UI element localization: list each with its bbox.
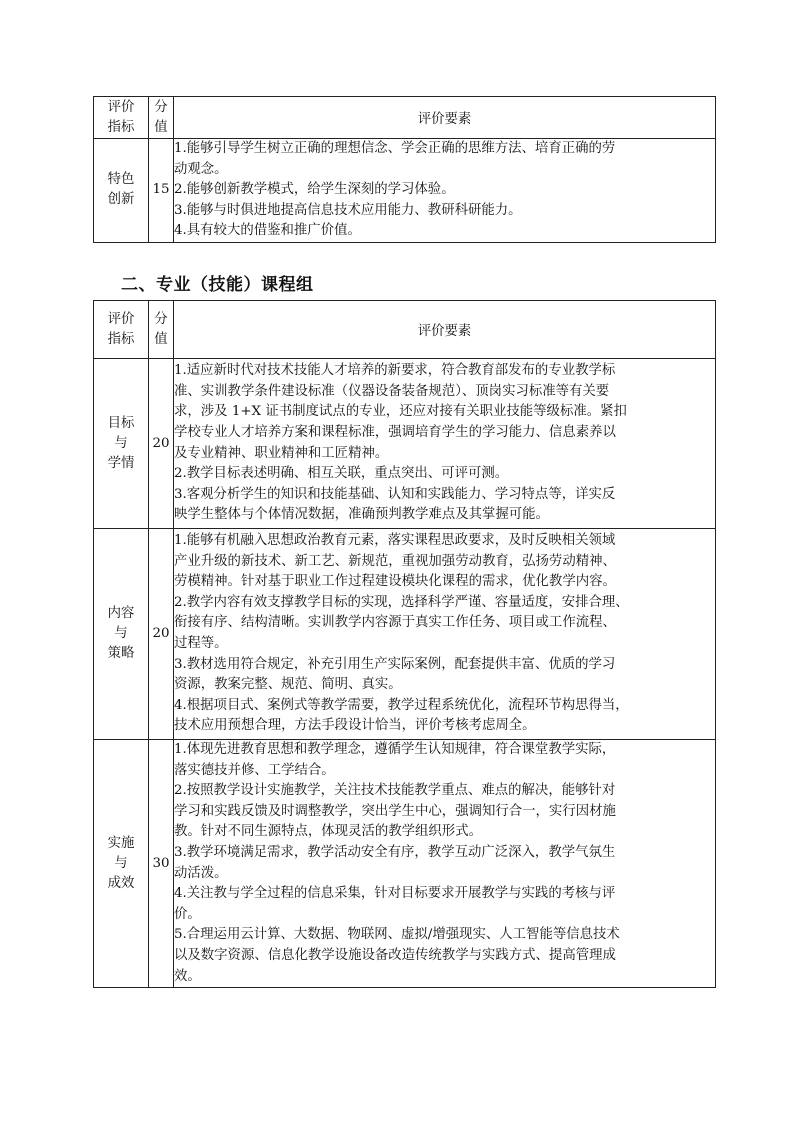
table-row bbox=[94, 529, 716, 740]
indicator-cell: 特色 创新 bbox=[94, 139, 149, 243]
evaluation-table-top bbox=[93, 96, 716, 243]
table-header-row bbox=[94, 301, 716, 359]
criteria-cell: 1.适应新时代对技术技能人才培养的新要求，符合教育部发布的专业教学标 准、实训教学条件建设标准（仪器设备装备规范）、顶岗实习标准等有关要 求，涉及 1+X 证书制度试点的专业，还应对接有关职业技能等级标准。紧扣 学校专业人才培养方案和课程标准，强调培育学生的学习能力、信息素养以 及专业精神、职业精神和工匠精神。 2.教学目标表述明确、相互关联，重点突出、可评可测。 3.客观分析学生的知识和技能基础、认知和实践能力、学习特点等，详实反 映学生整体与个体情况数据，准确预判教学难点及其掌握可能。 bbox=[174, 359, 716, 529]
score-cell: 15 bbox=[149, 139, 174, 243]
header-indicator: 评价 指标 bbox=[94, 97, 149, 139]
table-header-row bbox=[94, 97, 716, 139]
header-criteria: 评价要素 bbox=[174, 97, 716, 139]
score-cell: 20 bbox=[149, 359, 174, 529]
indicator-cell: 实施 与 成效 bbox=[94, 740, 149, 988]
indicator-cell: 目标 与 学情 bbox=[94, 359, 149, 529]
header-criteria: 评价要素 bbox=[174, 301, 716, 359]
table-row bbox=[94, 359, 716, 529]
indicator-cell: 内容 与 策略 bbox=[94, 529, 149, 740]
section-title: 二、专业（技能）课程组 bbox=[121, 275, 314, 295]
criteria-cell: 1.能够有机融入思想政治教育元素，落实课程思政要求，及时反映相关领域 产业升级的新技术、新工艺、新规范，重视加强劳动教育，弘扬劳动精神、 劳模精神。针对基于职业工作过程建设模块化课程的需求，优化教学内容。 2.教学内容有效支撑教学目标的实现，选择科学严谨、容量适度，安排合理、 衔接有序、结构清晰。实训教学内容源于真实工作任务、项目或工作流程、 过程等。 3.教材选用符合规定，补充引用生产实际案例，配套提供丰富、优质的学习 资源，教案完整、规范、简明、真实。 4.根据项目式、案例式等教学需要，教学过程系统优化，流程环节构思得当， 技术应用预想合理，方法手段设计恰当，评价考核考虑周全。 bbox=[174, 529, 716, 740]
header-score: 分 值 bbox=[149, 301, 174, 359]
header-score: 分 值 bbox=[149, 97, 174, 139]
table-row bbox=[94, 740, 716, 988]
table-row bbox=[94, 139, 716, 243]
score-cell: 20 bbox=[149, 529, 174, 740]
criteria-cell: 1.能够引导学生树立正确的理想信念、学会正确的思维方法、培育正确的劳 动观念。 2.能够创新教学模式，给学生深刻的学习体验。 3.能够与时俱进地提高信息技术应用能力、教研科研能力。 4.具有较大的借鉴和推广价值。 bbox=[174, 139, 716, 243]
score-cell: 30 bbox=[149, 740, 174, 988]
evaluation-table-professional bbox=[93, 300, 716, 988]
header-indicator: 评价 指标 bbox=[94, 301, 149, 359]
criteria-cell: 1.体现先进教育思想和教学理念，遵循学生认知规律，符合课堂教学实际， 落实德技并修、工学结合。 2.按照教学设计实施教学，关注技术技能教学重点、难点的解决，能够针对 学习和实践反馈及时调整教学，突出学生中心，强调知行合一，实行因材施 教。针对不同生源特点，体现灵活的教学组织形式。 3.教学环境满足需求，教学活动安全有序，教学互动广泛深入，教学气氛生 动活泼。 4.关注教与学全过程的信息采集，针对目标要求开展教学与实践的考核与评 价。 5.合理运用云计算、大数据、物联网、虚拟/增强现实、人工智能等信息技术 以及数字资源、信息化教学设施设备改造传统教学与实践方式、提高管理成 效。 bbox=[174, 740, 716, 988]
